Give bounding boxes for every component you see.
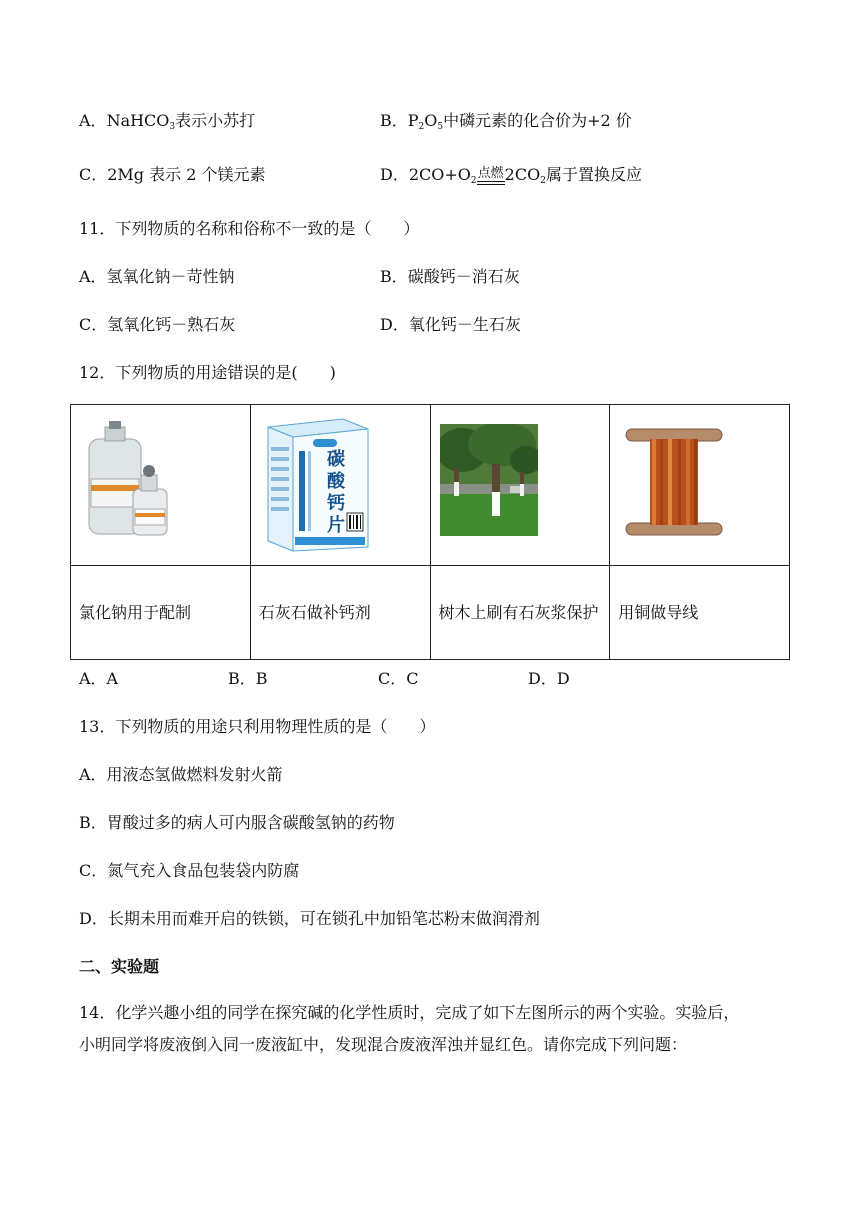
q12-option-a: A．A [79, 669, 119, 688]
table-cell-text-1: 氯化钠用于配制 [71, 566, 251, 660]
reaction-equation: $2CO+O_2$点燃$2CO_2$ [408, 165, 546, 186]
q13-option-b: B．胃酸过多的病人可内服含碳酸氢钠的药物 [79, 813, 395, 832]
q10-option-d: D．$2CO+O_2$点燃$2CO_2$属于置换反应 [380, 165, 642, 186]
table-cell-text-3: 树木上刷有石灰浆保护 [430, 566, 610, 660]
q13-option-c: C．氮气充入食品包装袋内防腐 [79, 861, 300, 880]
q11-option-b: B．碳酸钙－消石灰 [380, 267, 520, 286]
reaction-condition: 点燃 [477, 166, 504, 181]
box-label-char-4: 片 [326, 515, 345, 536]
q11-option-a: A．氢氧化钠－苛性钠 [79, 267, 235, 286]
section-title: 二、实验题 [79, 957, 160, 976]
q12-option-d: D．D [528, 669, 570, 688]
box-label-char-3: 钙 [326, 493, 345, 514]
table-cell-text-4: 用铜做导线 [610, 566, 790, 660]
q11-option-c: C．氢氧化钙－熟石灰 [79, 315, 236, 334]
q12-stem: 12．下列物质的用途错误的是( ) [79, 363, 336, 382]
q12-option-c: C．C [378, 669, 419, 688]
q13-option-d: D．长期未用而难开启的铁锁，可在锁孔中加铅笔芯粉末做润滑剂 [79, 909, 540, 928]
q10-option-c: C．2Mg 表示 2 个镁元素 [79, 165, 266, 184]
table-cell-image-2 [250, 405, 430, 566]
whitewashed-trees-image [440, 424, 538, 536]
calcium-carbonate-box-image [263, 417, 373, 552]
table-cell-image-4 [610, 405, 790, 566]
saline-bottles-image [81, 419, 181, 539]
table-cell-image-1 [71, 405, 251, 566]
q13-option-a: A．用液态氢做燃料发射火箭 [79, 765, 283, 784]
table-cell-image-3 [430, 405, 610, 566]
q12-uses-table [70, 404, 790, 660]
q10-option-b: B．$P_2O_5$中磷元素的化合价为+2 价 [380, 111, 632, 132]
q11-option-d: D．氧化钙－生石灰 [380, 315, 521, 334]
q10-option-a: A．NaHCO$_3$表示小苏打 [79, 111, 256, 132]
copper-wire-spool-image [622, 427, 726, 539]
q14-text-line-1: 14．化学兴趣小组的同学在探究碱的化学性质时，完成了如下左图所示的两个实验。实验后， [79, 1003, 740, 1022]
q13-stem: 13．下列物质的用途只利用物理性质的是（ ） [79, 717, 436, 736]
box-label-char-1: 碳 [326, 449, 345, 470]
q11-stem: 11．下列物质的名称和俗称不一致的是（ ） [79, 219, 420, 238]
box-label-char-2: 酸 [326, 471, 345, 492]
q14-text-line-2: 小明同学将废液倒入同一废液缸中，发现混合废液浑浊并显红色。请你完成下列问题： [79, 1035, 688, 1054]
q12-option-b: B．B [228, 669, 268, 688]
formula-p2o5: $P_2O_5$ [407, 111, 444, 132]
table-cell-text-2: 石灰石做补钙剂 [250, 566, 430, 660]
formula-nahco3: NaHCO$_3$ [106, 111, 176, 132]
